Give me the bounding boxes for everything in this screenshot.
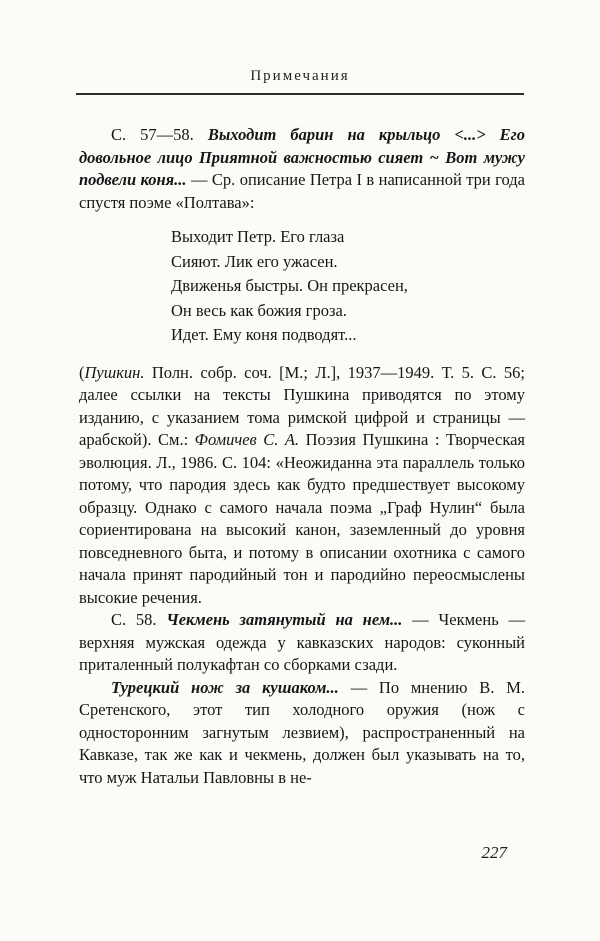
page-number: 227 [481,843,507,862]
notes-body [79,124,525,789]
author-name-fomichev: Фомичев С. А. [194,430,300,449]
lemma-quote-2: Чекмень затянутый на нем... [166,610,413,629]
note-paragraph-2 [79,609,525,677]
page-ref-1: С. 57—58. [111,125,208,144]
note-paragraph-3 [79,677,525,790]
note-comment-3: — По мнению В. М. Сретенского, этот тип холодного оружия (нож с односторонним загнутым лезвием), распространенный на Кавказе, так же как и чекмень, должен был указывать на то, что муж Натальи Павловны в не- [79,677,525,787]
lemma-quote-3: Турецкий нож за кушаком... [111,677,351,697]
author-name-pushkin: Пушкин. [84,362,145,382]
note-paragraph-1 [79,124,525,214]
citation-text-2: Поэзия Пушкина : Творческая эволюция. Л., 1986. С. 104: «Неожиданна эта параллель только потому, что пародия здесь как будто предшествует высокому образцу. Однако с самого начала поэма „Граф Нулин“ была сориентирована на высокий канон, заземленный до уровня повседневного быта, и потому в описании охотника с самого начала принят пародийный тон и пародийно переосмыслены высокие речения. [79,430,525,607]
verse-line: Движенья быстры. Он прекрасен, [171,276,408,295]
note-comment-1: — Ср. описание Петра I в написанной три года спустя поэме «Полтава»: [79,170,525,212]
verse-line: Выходит Петр. Его глаза [171,227,345,246]
citation-paragraph [79,362,525,610]
verse-line: Сияют. Лик его ужасен. [171,251,338,271]
note-comment-2: — Чекмень — верхняя мужская одежда у кавказских народов: суконный приталенный полукафтан со сборками сзади. [79,610,526,674]
lemma-quote-1: Выходит барин на крыльцо <...> Его довольное лицо Приятной важностью сияет ~ Вот мужу подвели коня... [79,125,525,189]
citation-open-paren: ( [79,362,85,382]
verse-line: Он весь как божия гроза. [171,300,347,320]
citation-text-1: Полн. собр. соч. [М.; Л.], 1937—1949. Т. 5. С. 56; далее ссылки на тексты Пушкина приводятся по этому изданию, с указанием тома римской цифрой и страницы — арабской). См.: [79,362,525,449]
verse-quote [171,225,525,348]
page-ref-2: С. 58. [111,610,167,629]
running-head: Примечания [250,68,350,84]
verse-line: Идет. Ему коня подводят... [171,325,357,344]
header-rule [76,93,524,95]
